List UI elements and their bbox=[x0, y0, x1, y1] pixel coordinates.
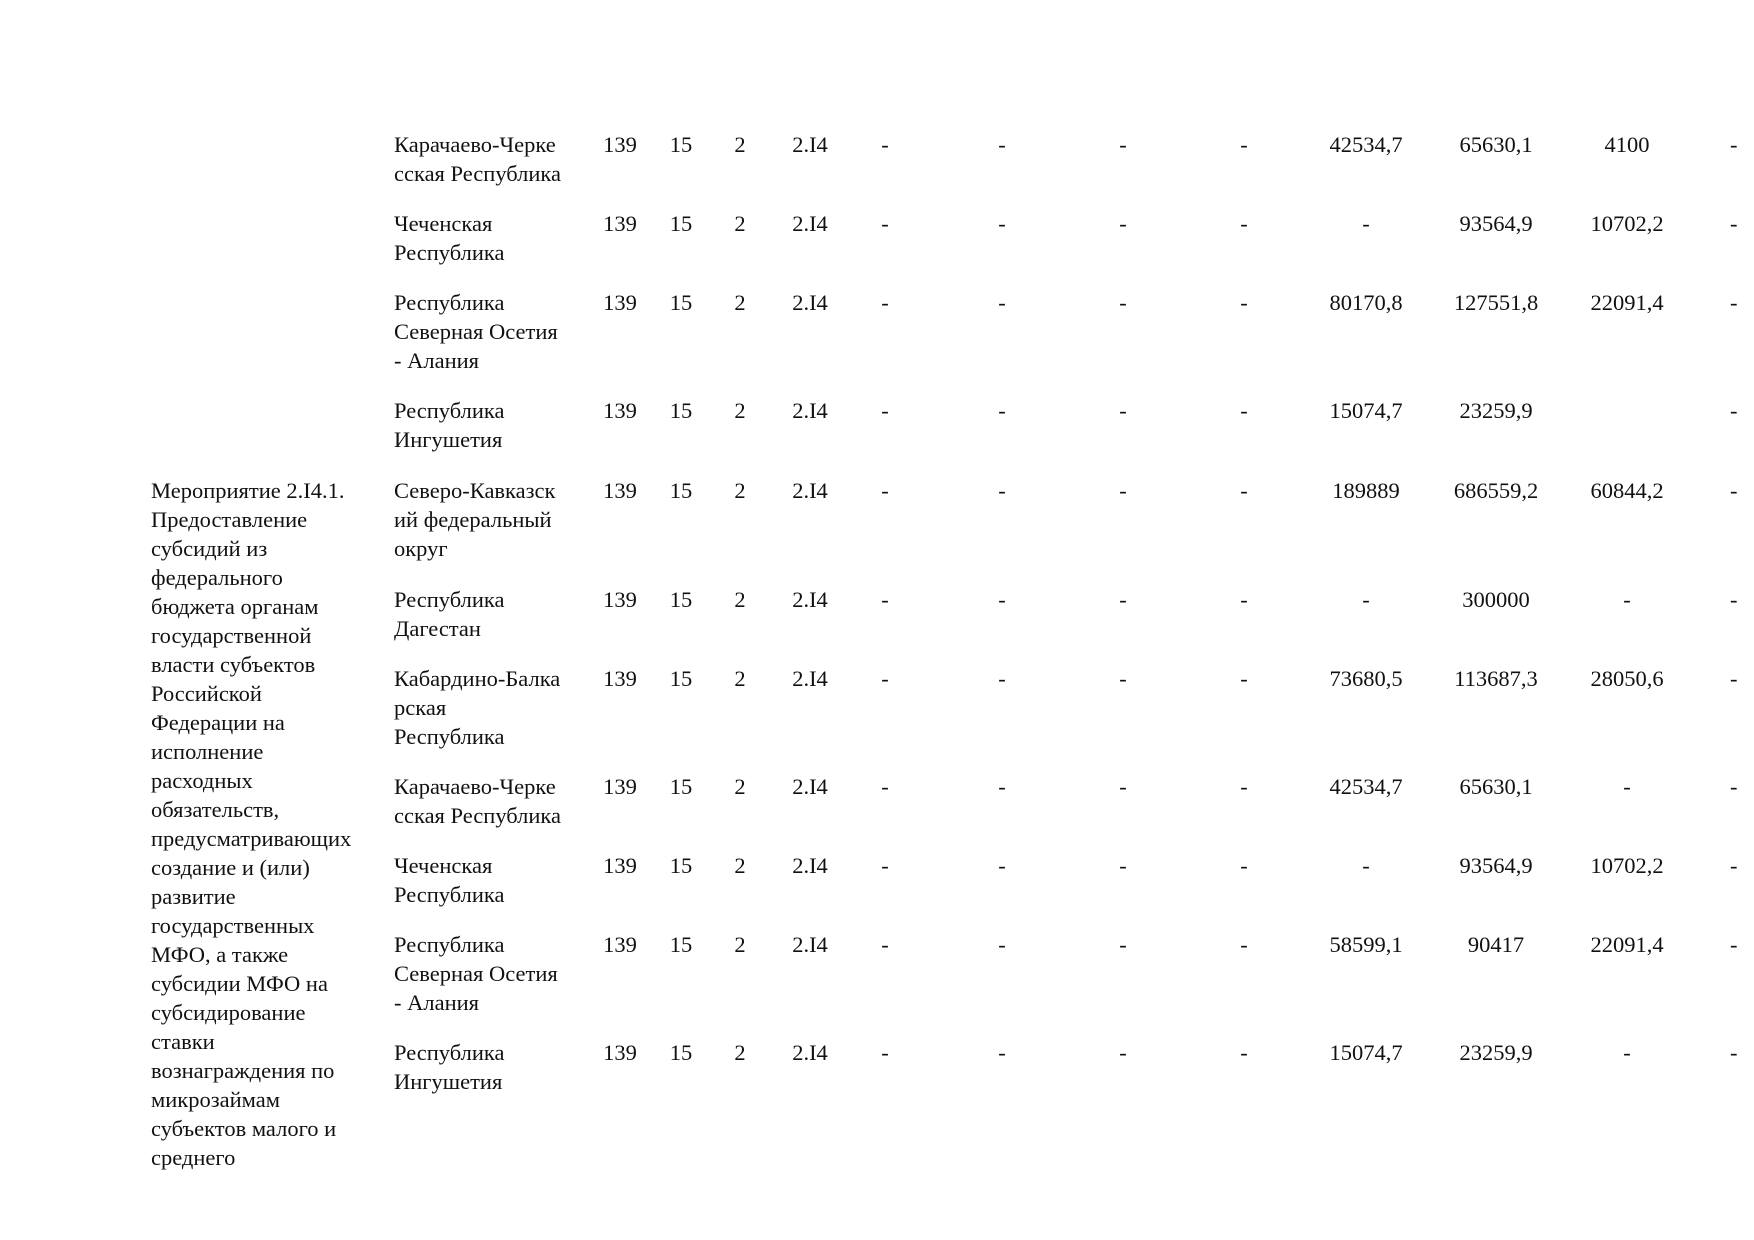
value-cell: 42534,7 bbox=[1329, 774, 1403, 799]
region-name: Северо-Кавказск ий федеральный округ bbox=[394, 478, 556, 561]
budget-code: 139 bbox=[603, 932, 637, 957]
event-code: 2.I4 bbox=[792, 666, 828, 691]
value-cell: - bbox=[881, 587, 889, 612]
table-row bbox=[0, 664, 1754, 764]
table-row bbox=[0, 476, 1754, 576]
value-cell: - bbox=[998, 478, 1006, 503]
subprogram-code: 15 bbox=[669, 666, 693, 691]
budget-code: 139 bbox=[603, 1040, 637, 1065]
budget-code: 139 bbox=[603, 666, 637, 691]
event-code: 2.I4 bbox=[792, 932, 828, 957]
budget-code: 139 bbox=[603, 478, 637, 503]
budget-code: 139 bbox=[603, 398, 637, 423]
value-cell: - bbox=[1623, 587, 1631, 612]
value-cell: - bbox=[1240, 774, 1248, 799]
value-cell: - bbox=[1730, 290, 1738, 315]
value-cell: 42534,7 bbox=[1329, 132, 1403, 157]
group-code: 2 bbox=[734, 132, 746, 157]
value-cell: - bbox=[1240, 132, 1248, 157]
value-cell: - bbox=[1623, 774, 1631, 799]
value-cell: - bbox=[881, 853, 889, 878]
value-cell: 65630,1 bbox=[1459, 774, 1533, 799]
value-cell: - bbox=[998, 398, 1006, 423]
subprogram-code: 15 bbox=[669, 932, 693, 957]
table-row bbox=[0, 288, 1754, 388]
value-cell: - bbox=[1730, 587, 1738, 612]
value-cell: - bbox=[1730, 478, 1738, 503]
value-cell: - bbox=[1362, 587, 1370, 612]
value-cell: - bbox=[1119, 290, 1127, 315]
budget-code: 139 bbox=[603, 587, 637, 612]
value-cell: - bbox=[1119, 587, 1127, 612]
budget-code: 139 bbox=[603, 211, 637, 236]
value-cell: 93564,9 bbox=[1459, 853, 1533, 878]
value-cell: 300000 bbox=[1462, 587, 1530, 612]
value-cell: - bbox=[1623, 1040, 1631, 1065]
event-code: 2.I4 bbox=[792, 774, 828, 799]
value-cell: 113687,3 bbox=[1454, 666, 1538, 691]
value-cell: - bbox=[998, 774, 1006, 799]
value-cell: - bbox=[1119, 774, 1127, 799]
value-cell: - bbox=[1119, 853, 1127, 878]
value-cell: - bbox=[881, 132, 889, 157]
event-code: 2.I4 bbox=[792, 398, 828, 423]
value-cell: 28050,6 bbox=[1590, 666, 1664, 691]
group-code: 2 bbox=[734, 932, 746, 957]
event-code: 2.I4 bbox=[792, 587, 828, 612]
group-code: 2 bbox=[734, 398, 746, 423]
subprogram-code: 15 bbox=[669, 774, 693, 799]
value-cell: - bbox=[881, 774, 889, 799]
value-cell: 23259,9 bbox=[1459, 1040, 1533, 1065]
value-cell: - bbox=[1240, 398, 1248, 423]
region-name: Республика Северная Осетия - Алания bbox=[394, 290, 558, 373]
event-code: 2.I4 bbox=[792, 1040, 828, 1065]
value-cell: 80170,8 bbox=[1329, 290, 1403, 315]
subprogram-code: 15 bbox=[669, 211, 693, 236]
value-cell: 4100 bbox=[1604, 132, 1650, 157]
budget-code: 139 bbox=[603, 774, 637, 799]
value-cell: - bbox=[881, 666, 889, 691]
value-cell: 15074,7 bbox=[1329, 1040, 1403, 1065]
value-cell: 65630,1 bbox=[1459, 132, 1533, 157]
value-cell: - bbox=[1240, 211, 1248, 236]
value-cell: - bbox=[998, 290, 1006, 315]
region-name: Карачаево-Черке сская Республика bbox=[394, 774, 562, 828]
value-cell: - bbox=[1362, 211, 1370, 236]
event-description: Мероприятие 2.I4.1. Предоставление субсидий из федерального бюджета органам государственной власти субъектов Российской Федерации на исполнение расходных обязательств, предусматривающих создание и (или) развитие государственных МФО, а также субсидии МФО на субсидирование ставки вознаграждения по микрозаймам субъектов малого и среднего bbox=[151, 478, 352, 1170]
event-code: 2.I4 bbox=[792, 290, 828, 315]
subprogram-code: 15 bbox=[669, 398, 693, 423]
value-cell: - bbox=[998, 932, 1006, 957]
value-cell: - bbox=[881, 398, 889, 423]
event-code: 2.I4 bbox=[792, 853, 828, 878]
value-cell: - bbox=[1730, 132, 1738, 157]
value-cell: - bbox=[1119, 132, 1127, 157]
value-cell: - bbox=[1240, 853, 1248, 878]
group-code: 2 bbox=[734, 666, 746, 691]
value-cell: 93564,9 bbox=[1459, 211, 1533, 236]
table-row bbox=[0, 930, 1754, 1030]
group-code: 2 bbox=[734, 853, 746, 878]
value-cell: - bbox=[1362, 853, 1370, 878]
value-cell: - bbox=[998, 132, 1006, 157]
budget-code: 139 bbox=[603, 132, 637, 157]
value-cell: - bbox=[1119, 666, 1127, 691]
value-cell: - bbox=[1730, 666, 1738, 691]
value-cell: 15074,7 bbox=[1329, 398, 1403, 423]
value-cell: - bbox=[1240, 290, 1248, 315]
value-cell: 90417 bbox=[1467, 932, 1525, 957]
value-cell: - bbox=[1730, 211, 1738, 236]
value-cell: - bbox=[881, 211, 889, 236]
value-cell: 10702,2 bbox=[1590, 211, 1664, 236]
group-code: 2 bbox=[734, 1040, 746, 1065]
group-code: 2 bbox=[734, 290, 746, 315]
region-name: Кабардино-Балка рская Республика bbox=[394, 666, 561, 749]
value-cell: - bbox=[1240, 666, 1248, 691]
value-cell: - bbox=[1119, 1040, 1127, 1065]
value-cell: - bbox=[998, 587, 1006, 612]
value-cell: 10702,2 bbox=[1590, 853, 1664, 878]
value-cell: - bbox=[1119, 211, 1127, 236]
value-cell: - bbox=[998, 853, 1006, 878]
group-code: 2 bbox=[734, 478, 746, 503]
budget-code: 139 bbox=[603, 853, 637, 878]
value-cell: - bbox=[881, 478, 889, 503]
subprogram-code: 15 bbox=[669, 1040, 693, 1065]
value-cell: 22091,4 bbox=[1590, 932, 1664, 957]
group-code: 2 bbox=[734, 587, 746, 612]
subprogram-code: 15 bbox=[669, 853, 693, 878]
table-row bbox=[0, 1038, 1754, 1138]
value-cell: - bbox=[1119, 932, 1127, 957]
region-name: Республика Дагестан bbox=[394, 587, 505, 641]
value-cell: - bbox=[1240, 1040, 1248, 1065]
value-cell: 23259,9 bbox=[1459, 398, 1533, 423]
value-cell: - bbox=[1240, 478, 1248, 503]
subprogram-code: 15 bbox=[669, 478, 693, 503]
value-cell: - bbox=[1730, 1040, 1738, 1065]
value-cell: 60844,2 bbox=[1590, 478, 1664, 503]
value-cell: 686559,2 bbox=[1453, 478, 1539, 503]
event-code: 2.I4 bbox=[792, 211, 828, 236]
value-cell: - bbox=[1730, 398, 1738, 423]
region-name: Чеченская Республика bbox=[394, 211, 505, 265]
value-cell: - bbox=[998, 1040, 1006, 1065]
region-name: Чеченская Республика bbox=[394, 853, 505, 907]
value-cell: - bbox=[1240, 932, 1248, 957]
group-code: 2 bbox=[734, 774, 746, 799]
value-cell: 58599,1 bbox=[1329, 932, 1403, 957]
value-cell: 127551,8 bbox=[1453, 290, 1539, 315]
event-code: 2.I4 bbox=[792, 132, 828, 157]
subprogram-code: 15 bbox=[669, 132, 693, 157]
subprogram-code: 15 bbox=[669, 587, 693, 612]
region-name: Республика Ингушетия bbox=[394, 1040, 505, 1094]
value-cell: - bbox=[1730, 932, 1738, 957]
subprogram-code: 15 bbox=[669, 290, 693, 315]
group-code: 2 bbox=[734, 211, 746, 236]
budget-code: 139 bbox=[603, 290, 637, 315]
value-cell: - bbox=[998, 666, 1006, 691]
event-code: 2.I4 bbox=[792, 478, 828, 503]
value-cell: 189889 bbox=[1332, 478, 1400, 503]
value-cell: 73680,5 bbox=[1329, 666, 1403, 691]
region-name: Карачаево-Черке сская Республика bbox=[394, 132, 562, 186]
value-cell: - bbox=[881, 932, 889, 957]
value-cell: - bbox=[881, 1040, 889, 1065]
value-cell: - bbox=[998, 211, 1006, 236]
value-cell: - bbox=[1730, 774, 1738, 799]
region-name: Республика Северная Осетия - Алания bbox=[394, 932, 558, 1015]
value-cell: - bbox=[1730, 853, 1738, 878]
value-cell: 22091,4 bbox=[1590, 290, 1664, 315]
value-cell: - bbox=[881, 290, 889, 315]
value-cell: - bbox=[1119, 478, 1127, 503]
region-name: Республика Ингушетия bbox=[394, 398, 505, 452]
value-cell: - bbox=[1119, 398, 1127, 423]
value-cell: - bbox=[1240, 587, 1248, 612]
